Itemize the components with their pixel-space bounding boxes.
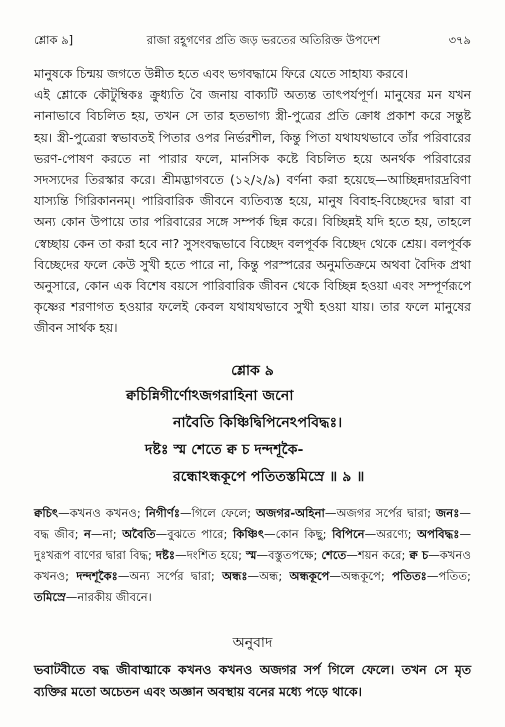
translation-title: অনুবাদ xyxy=(232,634,273,651)
synonym-item xyxy=(222,569,289,583)
synonym-term: ক্বচিৎ xyxy=(34,505,59,520)
purport-paragraph: এই শ্লোকে কৌটুম্বিকঃ ক্রুধ্যতি বৈ জনায় বাক্যটি অত্যন্ত তাৎপর্যপূর্ণ। মানুষের মন যখন নানাভাবে বিচলিত হয়, তখন সে তার হতভাগ্য স্ত্রী-পুত্রের প্রতি ক্রোধ প্রকাশ করে সন্তুষ্ট হয়। স্ত্রী-পুত্রেরা স্বভাবতই পিতার ওপর নির্ভরশীল, কিন্তু পিতা যথাযথভাবে তাঁর পরিবারের ভরণ-পোষণ করতে না পারার ফলে, মানসিক কষ্টে বিচলিত হয়ে অনর্থক পরিবারের সদস্যদের তিরস্কার করে। শ্রীমদ্ভাগবতে (১২/২/৯) বর্ণনা করা হয়েছে—আচ্ছিন্নদারদ্রবিণা যাস্যন্তি গিরিকাননম্। পারিবারিক জীবনে ব্যতিব্যস্ত হয়ে, মানুষ বিবাহ-বিচ্ছেদের দ্বারা বা অন্য কোন উপায়ে তার পরিবারের সঙ্গে সম্পর্ক ছিন্ন করে। বিচ্ছিন্নই যদি হতে হয়, তাহলে স্বেচ্ছায় কেন তা করা হবে না? সুসংবদ্ধভাবে বিচ্ছেদ বলপূর্বক বিচ্ছেদ থেকে শ্রেয়। বলপূর্বক বিচ্ছেদের ফলে কেউ সুখী হতে পারে না, কিন্তু পরস্পরের অনুমতিক্রমে অথবা বৈদিক প্রথা অনুসারে, কোন এক বিশেষ বয়সে পারিবারিক জীবন থেকে বিচ্ছিন্ন হওয়া এবং সম্পূর্ণরূপে কৃষ্ণের শরণাগত হওয়ার ফলেই কেবল যথাযথভাবে সুখী হওয়া যায়। তার ফলে মানুষের জীবন সার্থক হয়। xyxy=(34,87,471,336)
verse-line: ক্বচিন্নিগীর্ণোঽজগরাহিনা জনো xyxy=(126,387,294,404)
synonym-term: দষ্টঃ xyxy=(155,548,176,563)
synonym-meaning: —বদ্ধ জীব; xyxy=(34,505,471,541)
synonym-item xyxy=(122,527,233,541)
synonym-item xyxy=(76,569,222,583)
synonym-term: শেতে xyxy=(321,548,347,563)
synonym-meaning: —কোন কিছু; xyxy=(264,526,333,541)
synonym-term: অন্ধঃ xyxy=(222,569,248,584)
synonym-term: স্ম xyxy=(246,548,257,563)
header-chapter-title: রাজা রহূগণের প্রতি জড় ভরতের অতিরিক্ত উপদেশ xyxy=(146,33,381,47)
synonym-meaning: —অজগর সর্পের দ্বারা; xyxy=(324,505,436,520)
verse-line: রন্ধোঽন্ধকূপে পতিতস্তমিস্রে ॥ ৯ ॥ xyxy=(173,468,365,485)
purport-text xyxy=(34,63,471,339)
verse-title: শ্লোক ৯ xyxy=(231,362,274,379)
synonym-item xyxy=(392,569,471,583)
synonym-meaning: —দংশিত হয়ে; xyxy=(175,548,246,563)
verse-line: নাবৈতি কিঞ্চিদ্বিপিনেঽপবিদ্ধঃ। xyxy=(173,414,343,431)
synonym-term: দন্দশূকৈঃ xyxy=(76,569,118,584)
synonym-meaning: —অন্য সর্পের দ্বারা; xyxy=(117,569,223,584)
synonym-term: নিগীর্ণঃ xyxy=(145,505,181,520)
synonym-term: বিপিনে xyxy=(332,526,365,541)
synonym-meaning: —না; xyxy=(90,526,123,541)
synonym-item xyxy=(256,506,436,520)
synonym-meaning: —দুঃখরূপ বাণের দ্বারা বিদ্ধ; xyxy=(34,526,472,563)
synonym-item xyxy=(146,506,256,520)
synonym-item xyxy=(34,590,152,604)
synonym-item xyxy=(332,527,417,541)
page-header xyxy=(34,32,471,51)
synonym-term: অজগর-অহিনা xyxy=(255,505,325,520)
synonym-term: জনঃ xyxy=(435,505,460,520)
purport-paragraph: মানুষকে চিন্ময় জগতে উন্নীত হতে এবং ভগবদ্ধামে ফিরে যেতে সাহায্য করবে। xyxy=(34,66,409,81)
synonym-item xyxy=(233,527,332,541)
synonym-meaning: —অন্ধকূপে; xyxy=(329,569,393,584)
synonym-term: অন্ধকূপে xyxy=(289,569,330,584)
synonym-meaning: —কখনও কখনও; xyxy=(58,505,146,520)
synonym-item xyxy=(34,506,146,520)
synonym-meaning: —নারকীয় জীবনে। xyxy=(65,590,152,605)
synonym-meaning: —বস্তুতপক্ষে; xyxy=(256,548,322,563)
synonym-meaning: —পতিত; xyxy=(426,569,471,584)
synonym-item xyxy=(321,548,409,562)
synonym-item xyxy=(290,569,393,583)
synonym-term: পতিতঃ xyxy=(392,569,427,584)
synonym-item xyxy=(84,527,122,541)
synonym-term: তমিস্রে xyxy=(34,590,66,605)
translation-text: ভবাটবীতে বদ্ধ জীবাত্মাকে কখনও কখনও অজগর সর্প গিলে ফেলে। তখন সে মৃত ব্যক্তির মতো অচেতন এবং অজ্ঞান অবস্থায় বনের মধ্যে পড়ে থাকে। xyxy=(34,661,471,700)
synonym-meaning: —অন্ধ; xyxy=(247,569,290,584)
synonym-term: কিঞ্চিৎ xyxy=(232,526,265,541)
synonym-item xyxy=(246,548,321,562)
verse-line: দষ্টঃ স্ম শেতে ক্ব চ দন্দশূকৈ- xyxy=(145,441,304,458)
synonym-meaning: —বুঝতে পারে; xyxy=(155,526,233,541)
synonym-meaning: —শয়ন করে; xyxy=(346,548,410,563)
sanskrit-verse xyxy=(34,383,471,491)
synonym-meaning: —কখনও কখনও; xyxy=(34,548,471,584)
synonym-meaning: —গিলে ফেলে; xyxy=(180,505,256,520)
synonyms-section xyxy=(34,503,471,609)
synonym-term: অপবিদ্ধঃ xyxy=(417,526,460,541)
synonym-term: ন xyxy=(84,526,91,541)
synonym-term: ক্ব চ xyxy=(409,548,429,563)
page-number: ৩৭৯ xyxy=(448,33,471,47)
synonym-item xyxy=(156,548,246,562)
synonym-meaning: —অরণ্যে; xyxy=(364,526,418,541)
synonym-term: অবৈতি xyxy=(122,526,156,541)
header-verse-ref: শ্লোক ৯] xyxy=(34,33,74,47)
